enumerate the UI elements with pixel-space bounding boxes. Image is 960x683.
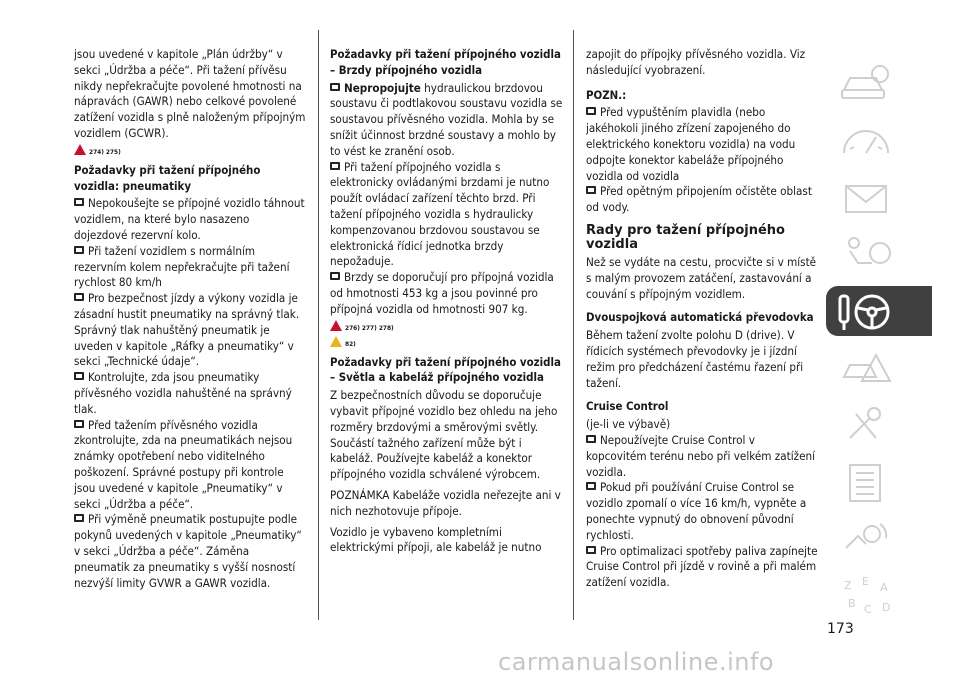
warning-triangle-icon: [74, 144, 86, 155]
tab-multimedia[interactable]: [826, 514, 932, 564]
bullet-icon: [74, 293, 84, 301]
tab-dashboard[interactable]: [826, 115, 932, 165]
paragraph: Než se vydáte na cestu, procvičte si v místě s malým provozem zatáčení, zastavování a couvání s přípojným vozidlem.: [586, 254, 817, 301]
column-3: [586, 47, 818, 591]
svg-text:Z: Z: [844, 579, 852, 592]
bullet-item: Pokud při používání Cruise Control se vozidlo zpomalí o více 16 km/h, vypněte a ponechte vypnutý do obnovení původní rychlosti.: [586, 480, 807, 542]
watermark: carmanualsonline.info: [498, 648, 775, 676]
svg-text:E: E: [862, 575, 869, 588]
bullet-item: Brzdy se doporučují pro přípojná vozidla od hmotnosti 453 kg a jsou povinné pro přípojná vozidla od hmotnosti 907 kg.: [330, 270, 554, 316]
bullet-item: Pro bezpečnost jízdy a výkony vozidla je zásadní hustit pneumatiky na správný tlak. Správný tlak nahuštěný pneumatik je uveden v kapitole „Ráfky a pneumatiky“ v sekci „Technické údaje“.: [74, 291, 300, 369]
bullet-item: Nepokoušejte se přípojné vozidlo táhnout vozidlem, na které bylo nasazeno dojezdové rezervní kolo.: [74, 196, 305, 242]
bullet-item: Před vypuštěním plavidla (nebo jakéhokoli jiného zřízení zapojeného do elektrického konektoru vozidla) na vodu odpojte konektor kabeláže přípojného vozidla od vozidla: [586, 105, 796, 183]
bullet-item: Při výměně pneumatik postupujte podle pokynů uvedených v kapitole „Pneumatiky“ v sekci „Údržba a péče“. Záměna pneumatik za pneumatiky s vyšší nosností nezvýší limity GVWR a GAWR vozidla.: [74, 512, 302, 590]
paragraph: zapojit do přípojky přívěsného vozidla. Viz následující vyobrazení.: [586, 47, 806, 77]
bullet-icon: [586, 435, 596, 443]
bullet-item: Před tažením přívěsného vozidla zkontrolujte, zda na pneumatikách nejsou známky opotřebení nebo viditelného poškození. Správné postupy při kontrole jsou uvedené v kapitole „Pneumatiky“ v sekci „Údržba a péče“.: [74, 417, 293, 511]
paragraph: Z bezpečnostních důvodu se doporučuje vybavit přípojné vozidlo bez ohledu na jeho rozměry brzdovými a směrovými světly.: [330, 388, 558, 434]
warning-car-icon: [836, 347, 896, 389]
bullet-icon: [586, 186, 596, 194]
paragraph: Součástí tažného zařízení může být i kabeláž. Používejte kabeláž a konektor přípojného vozidla schválené výrobcem.: [330, 435, 541, 482]
bullet-item: Nepropojujte hydraulickou brzdovou soustavu či podtlakovou soustavu vozidla se soustavou přívěsného vozidla. Mohla by se snížit účinnost brzdné soustavy a mohlo by to vést ke zranění osob.: [330, 80, 563, 158]
section-heading-cruise: Cruise Control: [586, 399, 669, 414]
dashboard-gauge-icon: [836, 119, 896, 161]
bullet-item: Kontrolujte, zda jsou pneumatiky přívěsného vozidla nahuštěné na správný tlak.: [74, 370, 292, 416]
bullet-icon: [330, 162, 340, 170]
bullet-icon: [74, 514, 84, 522]
equipment-note: (je-li ve výbavě): [586, 417, 671, 432]
mail-envelope-icon: [836, 176, 896, 218]
note-heading: POZN.:: [586, 87, 627, 102]
svg-text:C: C: [864, 603, 872, 616]
alphabet-index-icon: [836, 575, 896, 617]
bullet-icon: [74, 372, 84, 380]
bullet-icon: [74, 198, 84, 206]
bullet-item: Před opětným připojením očistěte oblast od vody.: [586, 184, 812, 215]
car-info-icon: [836, 62, 896, 104]
key-steering-icon: [836, 290, 896, 334]
bullet-item: Při tažení vozidlem s normálním rezervním kolem nepřekračujte při tažení rychlost 80 km/h: [74, 243, 290, 290]
tab-specifications[interactable]: [826, 457, 932, 507]
column-divider: [573, 30, 574, 620]
tab-car-info[interactable]: [826, 58, 932, 108]
column-1: [74, 47, 306, 591]
bullet-icon: [330, 272, 340, 280]
tab-mail[interactable]: [826, 172, 932, 222]
bullet-icon: [586, 107, 596, 115]
bullet-item: Při tažení přípojného vozidla s elektronicky ovládanými brzdami je nutno použít ovládací zařízení těchto brzd. Při tažení přípojného vozidla s hydraulicky kompenzovanou brzdovou soustavou se elektronická řídicí jednotka brzdy nepožaduje.: [330, 159, 550, 269]
bullet-icon: [74, 420, 84, 428]
airbag-safety-icon: [836, 233, 896, 275]
svg-text:A: A: [880, 581, 888, 594]
wrench-service-icon: [836, 404, 896, 446]
warning-triangle-icon: [330, 320, 342, 331]
multimedia-icon: [836, 518, 896, 560]
bullet-item: Nepoužívejte Cruise Control v kopcovitém terénu nebo při velkém zatížení vozidla.: [586, 432, 816, 479]
bullet-icon: [586, 482, 596, 490]
bullet-icon: [330, 83, 340, 91]
note-paragraph: POZNÁMKA Kabeláže vozidla neřezejte ani v nich nezhotovuje přípoje.: [330, 487, 561, 518]
section-heading-towing-tips: Rady pro tažení přípojného vozidla: [586, 222, 785, 252]
svg-text:B: B: [848, 597, 856, 610]
chapter-tabs: [826, 58, 932, 628]
bullet-item: Pro optimalizaci spotřeby paliva zapínejte Cruise Control při jízdě v rovině a při malém zatížení vozidla.: [586, 543, 818, 590]
column-divider: [318, 30, 319, 620]
svg-text:D: D: [882, 601, 891, 614]
warning-refs: 276) 277) 278): [330, 320, 564, 333]
warning-refs: 274) 275): [74, 144, 306, 157]
page-number: 173: [827, 621, 854, 637]
tab-warning[interactable]: [826, 343, 932, 393]
paragraph: Vozidlo je vybaveno kompletními elektrickými přípoji, ale kabeláž je nutno: [330, 524, 542, 555]
bullet-icon: [74, 246, 84, 254]
tab-index[interactable]: [826, 571, 932, 621]
caution-triangle-icon: [330, 336, 342, 347]
section-heading-lights: Požadavky při tažení přípojného vozidla – Světla a kabeláž přípojného vozidla: [330, 354, 561, 385]
tab-safety[interactable]: [826, 229, 932, 279]
caution-refs: 82): [330, 336, 564, 349]
tab-starting-driving[interactable]: [826, 286, 932, 336]
column-2: [330, 47, 564, 556]
paragraph: Během tažení zvolte polohu D (drive). V řídicích systémech převodovky je i jízdní režim pro předcházení častému řazení při tažení.: [586, 328, 804, 390]
tab-service[interactable]: [826, 400, 932, 450]
bullet-icon: [586, 546, 596, 554]
section-heading-brakes: Požadavky při tažení přípojného vozidla – Brzdy přípojného vozidla: [330, 47, 561, 77]
section-heading-transmission: Dvouspojková automatická převodovka: [586, 310, 814, 325]
intro-paragraph: jsou uvedené v kapitole „Plán údržby“ v sekci „Údržba a péče“. Při tažení přívěsu nikdy nepřekračujte povolené hmotnosti na nápravách (GAWR) nebo celkové povolené zatížení vozidla s plně naloženým přípojným vozidlem (GCWR).: [74, 47, 306, 140]
section-heading-tires: Požadavky při tažení přípojného vozidla: pneumatiky: [74, 162, 261, 193]
specifications-list-icon: [836, 461, 896, 503]
